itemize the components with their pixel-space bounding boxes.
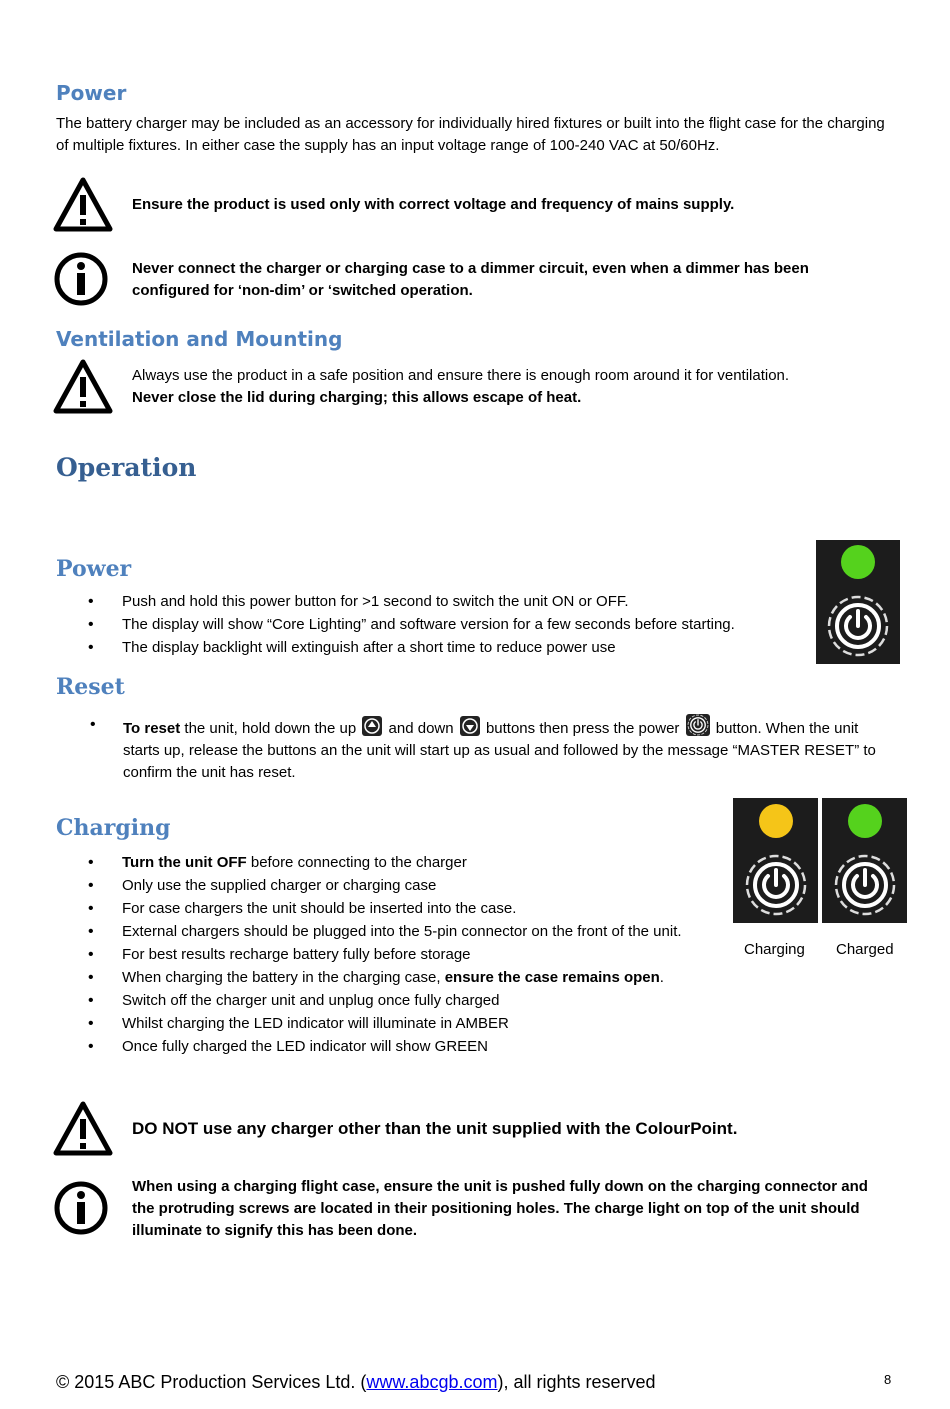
power-icon bbox=[744, 853, 808, 917]
list-item: • Only use the supplied charger or charging case bbox=[56, 874, 706, 897]
power-info-text: Never connect the charger or charging case to a dimmer circuit, even when a dimmer has been configured for ‘non-dim’ or ‘switched operation. bbox=[132, 260, 809, 299]
charging-warning-text: DO NOT use any charger other than the unit supplied with the ColourPoint. bbox=[132, 1119, 738, 1138]
list-item: • For best results recharge battery fully before storage bbox=[56, 943, 706, 966]
led-green-indicator bbox=[841, 545, 875, 579]
charging-bullet1-rest: before connecting to the charger bbox=[246, 854, 467, 871]
op-power-list bbox=[56, 590, 816, 659]
reset-heading: Reset bbox=[56, 674, 125, 700]
power-button-icon bbox=[686, 714, 710, 736]
charging-info-text: When using a charging flight case, ensure the unit is pushed fully down on the charging connector and the protruding screws are located in their positioning holes. The charge light on top of the unit should illuminate to signify this has been done. bbox=[132, 1178, 868, 1239]
charging-bullet6-start: When charging the battery in the charging case, bbox=[122, 969, 445, 986]
power-paragraph: The battery charger may be included as an accessory for individually hired fixtures or built into the flight case for the charging of multiple fixtures. In either case the supply has an input voltage range of 100-240 VAC at 50/60Hz. bbox=[56, 115, 885, 154]
list-item: • Once fully charged the LED indicator will show GREEN bbox=[56, 1035, 706, 1058]
caption-charged: Charged bbox=[836, 941, 894, 958]
down-button-icon bbox=[460, 716, 480, 736]
warning-icon bbox=[53, 359, 113, 415]
reset-text-part2: and down bbox=[384, 720, 458, 737]
charging-bullet1-bold: Turn the unit OFF bbox=[122, 854, 247, 871]
ventilation-line2: Never close the lid during charging; this allows escape of heat. bbox=[132, 389, 582, 406]
footer-copyright-end: ), all rights reserved bbox=[497, 1372, 656, 1392]
footer-link[interactable]: www.abcgb.com bbox=[366, 1372, 498, 1392]
power-icon bbox=[833, 853, 897, 917]
power-warning-text: Ensure the product is used only with correct voltage and frequency of mains supply. bbox=[132, 196, 735, 213]
power-icon bbox=[826, 594, 890, 658]
charging-panel bbox=[733, 798, 818, 923]
reset-text bbox=[123, 714, 893, 784]
page-number: 8 bbox=[884, 1372, 892, 1387]
list-item bbox=[56, 966, 706, 989]
led-green-indicator bbox=[848, 804, 882, 838]
reset-bullet-marker: • bbox=[90, 716, 96, 733]
up-button-icon bbox=[362, 716, 382, 736]
ventilation-line1: Always use the product in a safe position and ensure there is enough room around it for ventilation. bbox=[132, 367, 790, 384]
op-power-heading: Power bbox=[56, 556, 132, 582]
charging-bullet6-bold: ensure the case remains open bbox=[444, 969, 660, 986]
reset-text-part3: buttons then press the power bbox=[481, 720, 684, 737]
reset-text-part1: the unit, hold down the up bbox=[180, 720, 361, 737]
list-item: • External chargers should be plugged into the 5-pin connector on the front of the unit. bbox=[56, 920, 706, 943]
charging-list bbox=[56, 851, 706, 1058]
list-item: • Push and hold this power button for >1 second to switch the unit ON or OFF. bbox=[56, 590, 816, 613]
list-item: • The display will show “Core Lighting” and software version for a few seconds before starting. bbox=[56, 613, 816, 636]
info-icon bbox=[53, 1180, 113, 1236]
warning-icon bbox=[53, 1101, 113, 1157]
list-item bbox=[56, 851, 706, 874]
list-item: • For case chargers the unit should be inserted into the case. bbox=[56, 897, 706, 920]
footer-copyright bbox=[56, 1369, 656, 1395]
reset-bold-start: To reset bbox=[123, 720, 181, 737]
list-item: • Whilst charging the LED indicator will illuminate in AMBER bbox=[56, 1012, 706, 1035]
info-icon bbox=[53, 251, 113, 307]
reset-text-part4: button. When the unit starts up, release the buttons an the unit will start up as usual and followed by the message “MASTER RESET” to confirm the unit has reset. bbox=[123, 720, 876, 781]
operation-title: Operation bbox=[56, 453, 197, 482]
charging-heading: Charging bbox=[56, 815, 171, 841]
led-amber-indicator bbox=[759, 804, 793, 838]
list-item: • Switch off the charger unit and unplug once fully charged bbox=[56, 989, 706, 1012]
caption-charging: Charging bbox=[744, 941, 805, 958]
ventilation-heading: Ventilation and Mounting bbox=[56, 327, 343, 351]
list-item: • The display backlight will extinguish after a short time to reduce power use bbox=[56, 636, 816, 659]
charged-panel bbox=[822, 798, 907, 923]
footer-copyright-start: © 2015 ABC Production Services Ltd. ( bbox=[56, 1372, 367, 1392]
power-button-panel bbox=[816, 540, 900, 664]
power-heading: Power bbox=[56, 81, 127, 105]
charging-bullet6-end: . bbox=[659, 969, 664, 986]
warning-icon bbox=[53, 177, 113, 233]
